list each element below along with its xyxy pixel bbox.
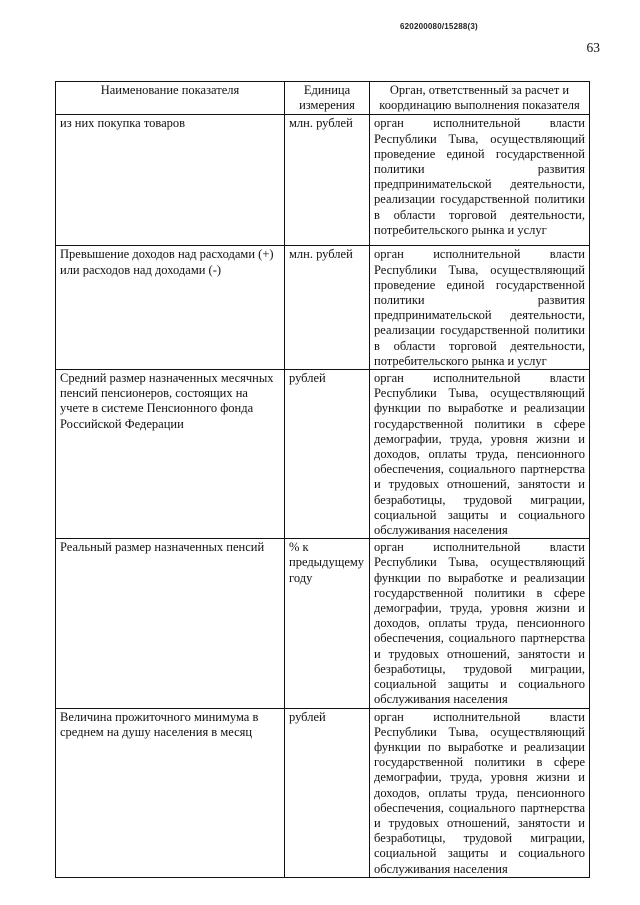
column-header-indicator: Наименование показателя	[56, 82, 285, 115]
column-header-unit: Единица измерения	[285, 82, 370, 115]
page-number: 63	[586, 40, 600, 55]
responsible-cell: орган исполнительной власти Республики Тыва, осуществляющий функции по выработке и реализации государственной политики в сфере демографии, труда, уровня жизни и доходов, оплаты труда, пенсионного обеспечения, социального партнерства и трудовых отношений, занятости и безработицы, трудовой миграции, социальной защиты и социального обслуживания населения	[370, 370, 590, 539]
table-row	[56, 115, 590, 246]
document-id: 620200080/15288(3)	[400, 22, 478, 31]
table-row	[56, 246, 590, 370]
table-header-row	[56, 82, 590, 115]
responsible-cell: орган исполнительной власти Республики Тыва, осуществляющий функции по выработке и реализации государственной политики в сфере демографии, труда, уровня жизни и доходов, оплаты труда, пенсионного обеспечения, социального партнерства и трудовых отношений, занятости и безработицы, трудовой миграции, социальной защиты и социального обслуживания населения	[370, 708, 590, 877]
unit-cell: % к предыдущему году	[285, 539, 370, 708]
indicator-cell: Величина прожиточного минимума в среднем на душу населения в месяц	[56, 708, 285, 877]
indicator-cell: Средний размер назначенных месячных пенсий пенсионеров, состоящих на учете в системе Пенсионного фонда Российской Федерации	[56, 370, 285, 539]
table-row	[56, 370, 590, 539]
table-row	[56, 539, 590, 708]
responsible-cell: орган исполнительной власти Республики Тыва, осуществляющий функции по выработке и реализации государственной политики в сфере демографии, труда, уровня жизни и доходов, оплаты труда, пенсионного обеспечения, социального партнерства и трудовых отношений, занятости и безработицы, трудовой миграции, социальной защиты и социального обслуживания населения	[370, 539, 590, 708]
indicator-cell: Превышение доходов над расходами (+) или расходов над доходами (-)	[56, 246, 285, 370]
unit-cell: млн. рублей	[285, 115, 370, 246]
indicators-table	[55, 81, 590, 878]
unit-cell: рублей	[285, 370, 370, 539]
responsible-cell: орган исполнительной власти Республики Тыва, осуществляющий проведение единой государственной политики развития предпринимательской деятельности, реализации государственной политики в области торговой деятельности, потребительского рынка и услуг	[370, 115, 590, 246]
responsible-cell: орган исполнительной власти Республики Тыва, осуществляющий проведение единой государственной политики развития предпринимательской деятельности, реализации государственной политики в области торговой деятельности, потребительского рынка и услуг	[370, 246, 590, 370]
column-header-responsible: Орган, ответственный за расчет и координацию выполнения показателя	[370, 82, 590, 115]
unit-cell: рублей	[285, 708, 370, 877]
table-row	[56, 708, 590, 877]
indicator-cell: Реальный размер назначенных пенсий	[56, 539, 285, 708]
indicator-cell: из них покупка товаров	[56, 115, 285, 246]
unit-cell: млн. рублей	[285, 246, 370, 370]
